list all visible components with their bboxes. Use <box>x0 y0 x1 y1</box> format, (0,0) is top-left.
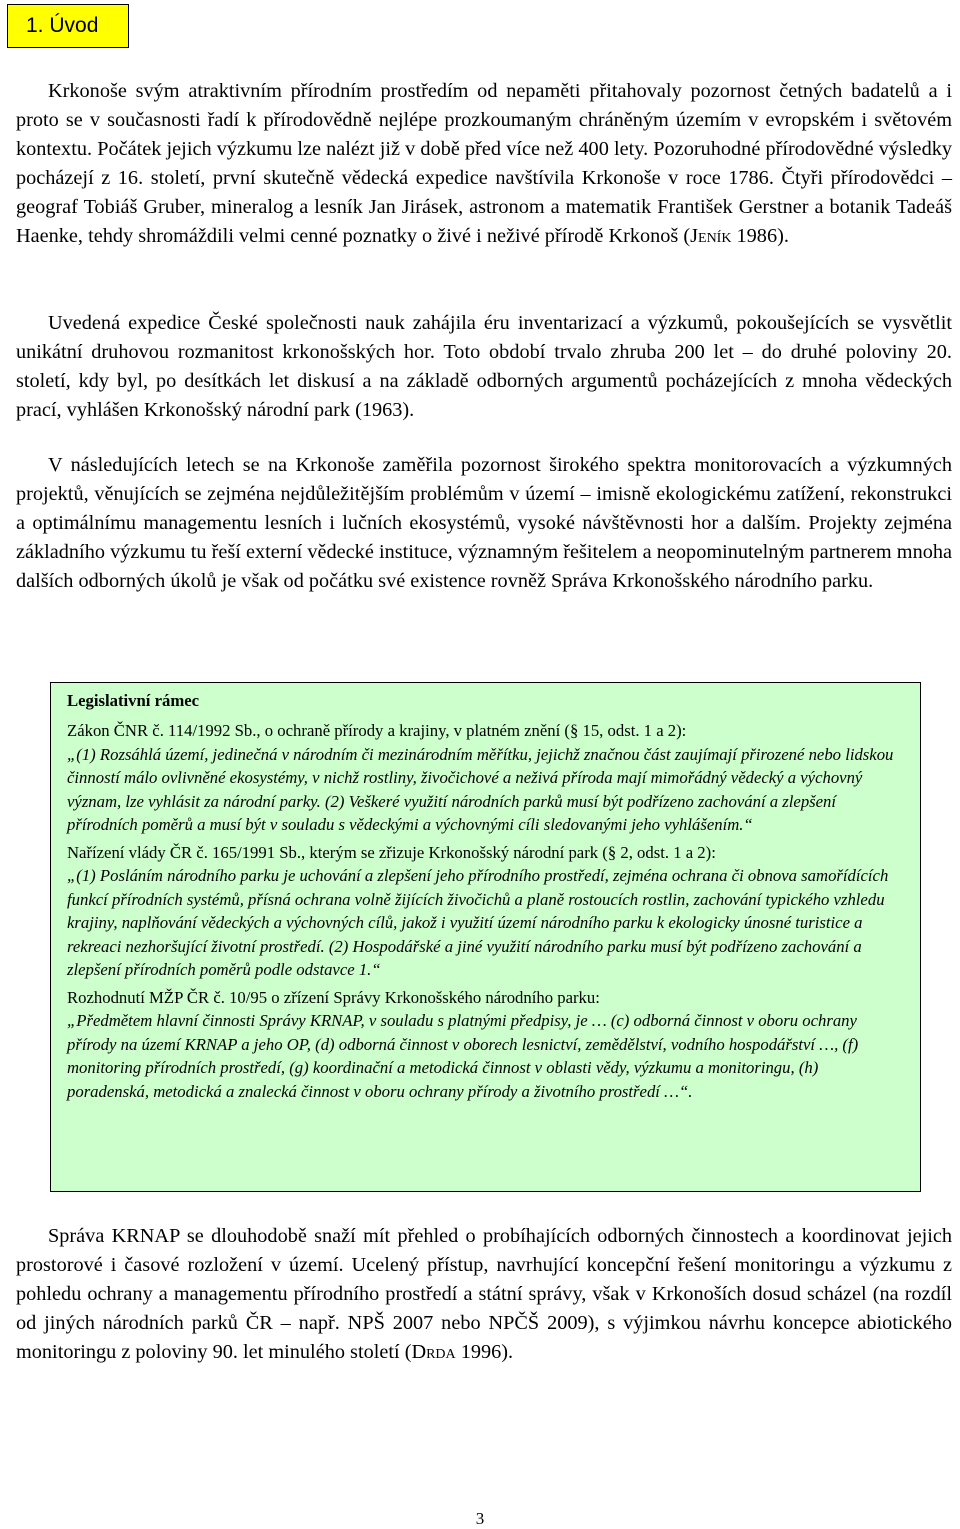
citation-drda: Drda <box>411 1341 456 1363</box>
section-heading: 1. Úvod <box>7 4 129 48</box>
paragraph-krnap-overview <box>16 1222 952 1367</box>
law-narizeni-165-1991: Nařízení vlády ČR č. 165/1991 Sb., kterým se zřizuje Krkonošský národní park (§ 2, odst. 1 a 2): <box>67 842 716 862</box>
quote-narizeni-165-1991: „(1) Posláním národního parku je uchování a zlepšení jeho přírodního prostředí, zejména ochrana či obnova samořídících funkcí přírodních systémů, přísná ochrana volně žijících živočichů a planě rostoucích rostlin, zachování typického vzhledu krajiny, naplňování vědeckých a výchovných cílů, jakož i využití území národního parku k ekologicky únosné turistice a rekreaci nezhoršující životní prostředí. (2) Hospodářské a jiné využití národního parku musí být podřízeno zachování a zlepšení přírodních poměrů podle odstavce 1.“ <box>67 866 889 979</box>
legal-box-title: Legislativní rámec <box>67 691 200 710</box>
law-zakon-114-1992: Zákon ČNR č. 114/1992 Sb., o ochraně přírody a krajiny, v platném znění (§ 15, odst. 1 a 2): <box>67 721 687 740</box>
paragraph-history-text: Krkonoše svým atraktivním přírodním prostředím od nepaměti přitahovaly pozornost četných badatelů a i proto se v současnosti řadí k přírodovědně nejlépe prozkoumaným chráněným územím v evropském i světovém kontextu. Počátek jejich výzkumu lze nalézt již v době před více než 400 lety. Pozoruhodné přírodovědné výsledky pocházejí z 16. století, první skutečně vědecká expedice navštívila Krkonoše v roce 1786. Čtyři přírodovědci – geograf Tobiáš Gruber, mineralog a lesník Jan Jirásek, astronom a matematik František Gerstner a botanik Tadeáš Haenke, tehdy shromáždili velmi cenné poznatky o živé i neživé přírodě Krkonoš ( <box>16 80 952 247</box>
quote-zakon-114-1992: „(1) Rozsáhlá území, jedinečná v národním či mezinárodním měřítku, jejichž značnou část zaujímají přirozené nebo lidskou činností málo ovlivněné ekosystémy, v nichž rostliny, živočichové a neživá příroda mají mimořádný vědecký a výchovný význam, lze vyhlásit za národní parky. (2) Veškeré využití národních parků musí být podřízeno zachování a zlepšení přírodních poměrů a musí být v souladu s vědeckými a výchovnými cíli sledovanými jeho vyhlášením.“ <box>67 744 894 834</box>
paragraph-monitoring <box>16 451 952 596</box>
paragraph-monitoring-text: V následujících letech se na Krkonoše zaměřila pozornost širokého spektra monitorovacích a výzkumných projektů, věnujících se zejména nejdůležitějším problémům v území – imisně ekologickému zatížení, rekonstrukci a optimálnímu managementu lesních i lučních ekosystémů, vysoké návštěvnosti hor a dalším. Projekty zejména základního výzkumu tu řeší externí vědecké instituce, významným řešitelem a neopominutelným partnerem mnoha dalších odborných úkolů je však od počátku své existence rovněž Správa Krkonošského národního parku. <box>16 454 952 592</box>
paragraph-krnap-text: Správa KRNAP se dlouhodobě snaží mít přehled o probíhajících odborných činnostech a koordinovat jejich prostorové i časové rozložení v území. Ucelený přístup, navrhující koncepční řešení monitoringu a výzkumu z pohledu ochrany a managementu přírodního prostředí a státní správy, však v Krkonoších dosud scházel (na rozdíl od jiných národních parků ČR – např. NPŠ 2007 nebo NPČŠ 2009), s výjimkou návrhu koncepce abiotického monitoringu z poloviny 90. let minulého století ( <box>16 1225 952 1363</box>
page-number: 3 <box>475 1509 485 1528</box>
law-rozhodnuti-10-95: Rozhodnutí MŽP ČR č. 10/95 o zřízení Správy Krkonošského národního parku: <box>67 987 600 1007</box>
paragraph-expedition-text: Uvedená expedice České společnosti nauk zahájila éru inventarizací a výzkumů, pokoušejících se vysvětlit unikátní druhovou rozmanitost krkonošských hor. Toto období trvalo zhruba 200 let – do druhé poloviny 20. století, kdy byl, po desítkách let diskusí a na základě odborných argumentů pocházejících z mnoha vědeckých prací, vyhlášen Krkonošský národní park (1963). <box>16 312 952 421</box>
paragraph-krnap-end: 1996). <box>455 1341 514 1363</box>
paragraph-history <box>16 77 952 251</box>
paragraph-expedition <box>16 309 952 425</box>
citation-jenik: Jeník <box>690 225 732 247</box>
legislative-framework-box <box>50 682 921 1192</box>
quote-rozhodnuti-10-95: „Předmětem hlavní činnosti Správy KRNAP, v souladu s platnými předpisy, je … (c) odborná činnost v oboru ochrany přírody na území KRNAP a jeho OP, (d) odborná činnost v oborech lesnictví, zemědělství, vodního hospodářství …, (f) monitoring přírodních prostředí, (g) koordinační a metodická činnost v oblasti vědy, výzkumu a monitoringu, (h) poradenská, metodická a znalecká činnost v oboru ochrany přírody a životního prostředí …“. <box>67 1011 859 1101</box>
paragraph-history-end: 1986). <box>731 225 789 247</box>
